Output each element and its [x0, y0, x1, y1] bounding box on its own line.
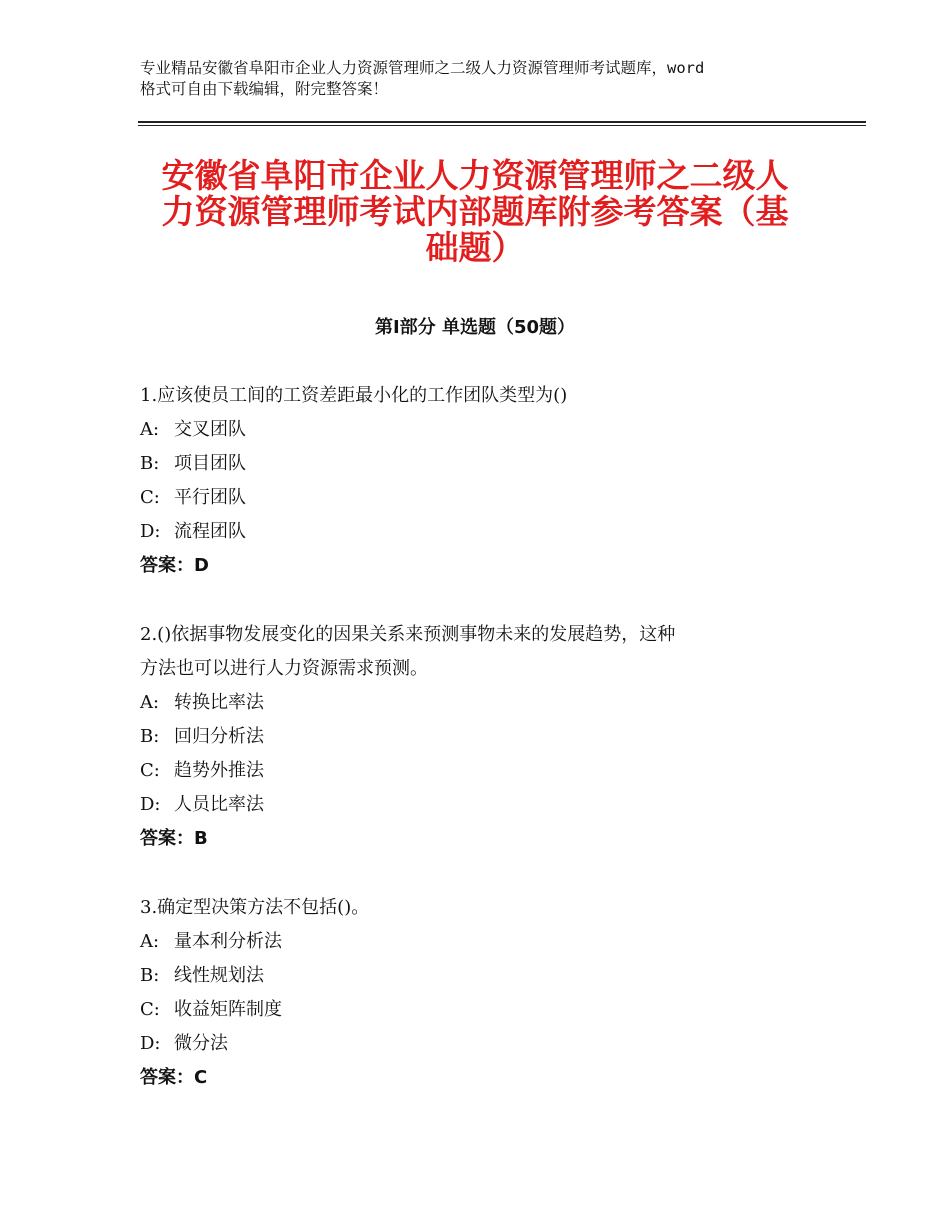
option-d	[140, 1027, 820, 1061]
question-block	[140, 379, 820, 583]
option-text: 量本利分析法	[174, 931, 282, 952]
option-text: 人员比率法	[174, 794, 264, 815]
option-c	[140, 993, 820, 1027]
document-header	[140, 58, 830, 100]
option-label: C:	[140, 999, 160, 1020]
option-text: 平行团队	[174, 487, 246, 508]
question-stem: 方法也可以进行人力资源需求预测。	[140, 658, 428, 679]
answer: 答案：C	[140, 1067, 208, 1088]
title-line: 安徽省阜阳市企业人力资源管理师之二级人	[161, 156, 789, 195]
option-a	[140, 686, 820, 720]
option-label: B:	[140, 965, 160, 986]
option-a	[140, 925, 820, 959]
option-b	[140, 720, 820, 754]
title-line: 力资源管理师考试内部题库附参考答案（基	[161, 192, 789, 231]
title-line: 础题）	[425, 228, 525, 267]
answer: 答案：B	[140, 828, 208, 849]
option-d	[140, 515, 820, 549]
document-title	[140, 158, 810, 266]
option-d	[140, 788, 820, 822]
option-label: B:	[140, 726, 160, 747]
question-stem: 1.应该使员工间的工资差距最小化的工作团队类型为()	[140, 385, 568, 406]
option-label: B:	[140, 453, 160, 474]
option-label: A:	[140, 931, 160, 952]
question-stem: 2.()依据事物发展变化的因果关系来预测事物未来的发展趋势，这种	[140, 624, 676, 645]
option-text: 收益矩阵制度	[174, 999, 282, 1020]
option-label: C:	[140, 487, 160, 508]
option-text: 流程团队	[174, 521, 246, 542]
option-label: A:	[140, 419, 160, 440]
header-line: 格式可自由下载编辑，附完整答案！	[140, 80, 389, 98]
header-line: 专业精品安徽省阜阳市企业人力资源管理师之二级人力资源管理师考试题库，word	[140, 59, 705, 77]
question-block	[140, 618, 820, 856]
header-divider-thin	[138, 125, 866, 126]
option-c	[140, 754, 820, 788]
option-b	[140, 959, 820, 993]
answer: 答案：D	[140, 555, 209, 576]
section-heading: 第Ⅰ部分 单选题（50题）	[374, 317, 575, 338]
option-label: D:	[140, 794, 161, 815]
header-divider-thick	[138, 121, 866, 123]
question-stem: 3.确定型决策方法不包括()。	[140, 897, 370, 918]
option-text: 回归分析法	[174, 726, 264, 747]
option-text: 线性规划法	[174, 965, 264, 986]
option-label: A:	[140, 692, 160, 713]
option-c	[140, 481, 820, 515]
option-label: D:	[140, 1033, 161, 1054]
option-text: 转换比率法	[174, 692, 264, 713]
option-label: D:	[140, 521, 161, 542]
option-text: 微分法	[174, 1033, 228, 1054]
option-text: 交叉团队	[174, 419, 246, 440]
option-text: 趋势外推法	[174, 760, 264, 781]
option-text: 项目团队	[174, 453, 246, 474]
option-label: C:	[140, 760, 160, 781]
question-block	[140, 891, 820, 1095]
option-b	[140, 447, 820, 481]
option-a	[140, 413, 820, 447]
